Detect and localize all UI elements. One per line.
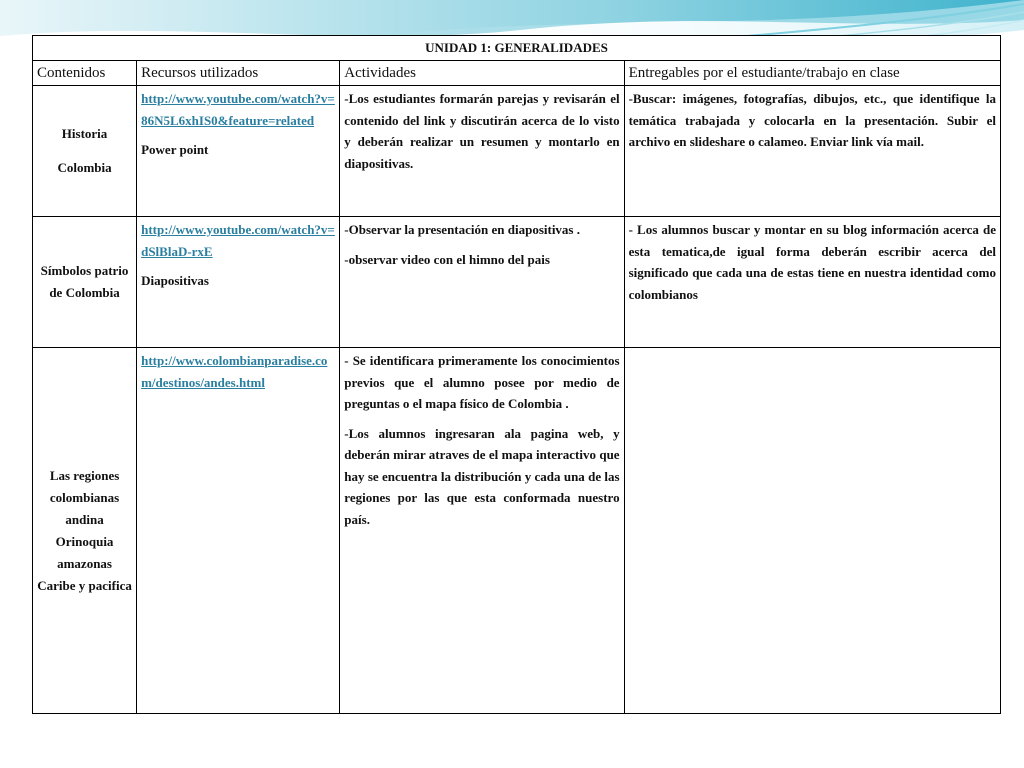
recursos-cell bbox=[137, 348, 340, 714]
actividades-cell bbox=[340, 348, 624, 714]
table-row bbox=[33, 348, 1001, 714]
unit-table bbox=[32, 35, 1001, 714]
header-contenidos: Contenidos bbox=[33, 61, 137, 86]
entregables-cell bbox=[624, 348, 1000, 714]
actividad-text: -Los alumnos ingresaran ala pagina web, y deberán mirar atraves de el mapa interactivo que hay se encuentra la distribución y cada una de las regiones por las que esta conformada nuestro país. bbox=[344, 425, 620, 527]
actividad-text: -Los estudiantes formarán parejas y revisarán el contenido del link y discutirán acerca de lo visto y deberán realizar un resumen y montarlo en diapositivas. bbox=[344, 91, 620, 171]
header-actividades: Actividades bbox=[340, 61, 624, 86]
resource-link[interactable]: http://www.colombianparadise.com/destinos/andes.html bbox=[141, 353, 328, 390]
resource-text: Diapositivas bbox=[141, 273, 209, 288]
resource-link[interactable]: http://www.youtube.com/watch?v=86N5L6xhIS0&feature=related bbox=[141, 91, 335, 128]
header-entregables: Entregables por el estudiante/trabajo en clase bbox=[624, 61, 1000, 86]
contenido-label: Las regiones colombianas andina Orinoquia amazonas Caribe y pacifica bbox=[37, 467, 132, 593]
contenidos-cell bbox=[33, 86, 137, 217]
header-recursos: Recursos utilizados bbox=[137, 61, 340, 86]
actividades-cell bbox=[340, 86, 624, 217]
contenidos-cell bbox=[33, 348, 137, 714]
contenido-label: Símbolos patrio de Colombia bbox=[40, 263, 129, 300]
contenido-label: Colombia bbox=[57, 160, 112, 175]
actividades-cell bbox=[340, 217, 624, 348]
recursos-cell bbox=[137, 217, 340, 348]
entregables-cell bbox=[624, 86, 1000, 217]
unit-title: UNIDAD 1: GENERALIDADES bbox=[33, 36, 1001, 61]
recursos-cell bbox=[137, 86, 340, 217]
contenido-label: Historia bbox=[61, 126, 108, 141]
entregable-text: - Los alumnos buscar y montar en su blog información acerca de esta tematica,de igual forma deberán escribir acerca del significado que cada una de estas tiene en nuestra identidad como colombianos bbox=[628, 222, 996, 302]
contenidos-cell bbox=[33, 217, 137, 348]
table-row bbox=[33, 217, 1001, 348]
actividad-text: -Observar la presentación en diapositivas . bbox=[344, 222, 580, 237]
actividad-text: -observar video con el himno del pais bbox=[344, 251, 550, 267]
resource-text: Power point bbox=[141, 142, 209, 157]
entregable-text: -Buscar: imágenes, fotografías, dibujos, etc., que identifique la temática trabajada y colocarla en la presentación. Subir el archivo en slideshare o calameo. Enviar link vía mail. bbox=[628, 91, 996, 149]
actividad-text: - Se identificara primeramente los conocimientos previos que el alumno posee por medio de preguntas o el mapa físico de Colombia . bbox=[344, 353, 620, 411]
entregables-cell bbox=[624, 217, 1000, 348]
table-row bbox=[33, 86, 1001, 217]
resource-link[interactable]: http://www.youtube.com/watch?v=dSlBlaD-rxE bbox=[141, 222, 335, 259]
